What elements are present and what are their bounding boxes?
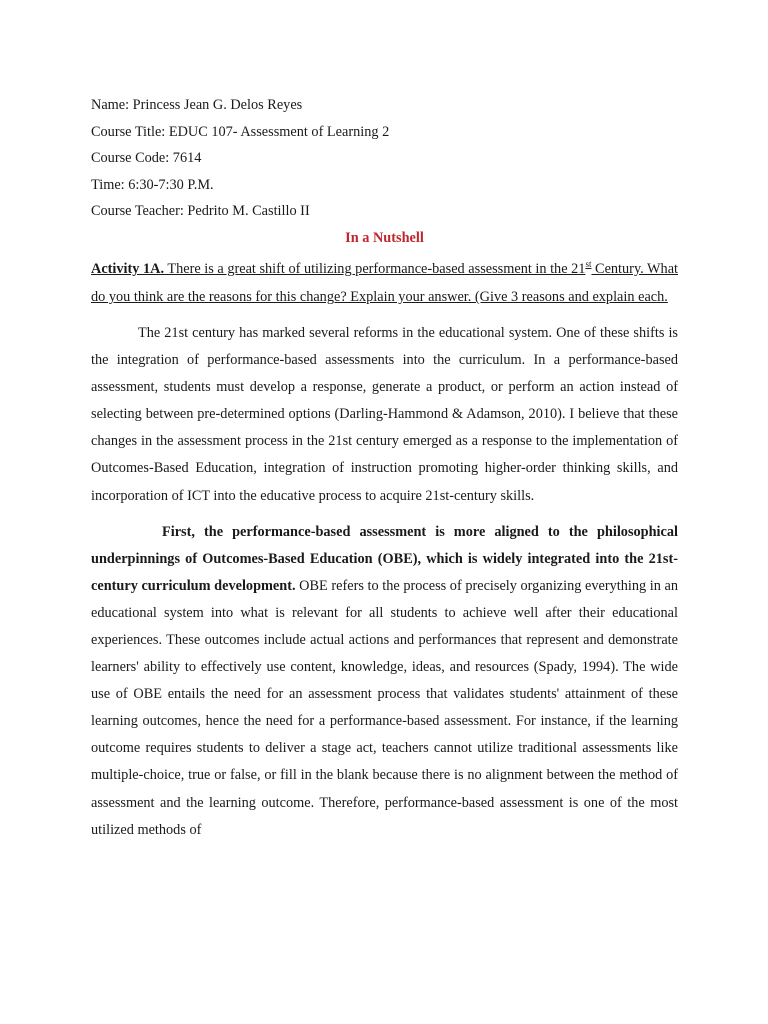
activity-label: Activity 1A. xyxy=(91,260,165,277)
activity-superscript: st xyxy=(585,259,592,270)
paragraph-intro: The 21st century has marked several reforms in the educational system. One of these shifts is the integration of performance-based assessments into the curriculum. In a performance-based assessment, students must develop a response, generate a product, or perform an action instead of selecting between pre-determined options (Darling-Hammond & Adamson, 2010). I believe that these changes in the assessment process in the 21st century emerged as a response to the implementation of Outcomes-Based Education, integration of instruction promoting higher-order thinking skills, and incorporation of ICT into the educative process to acquire 21st-century skills. xyxy=(91,324,678,504)
document-title: In a Nutshell xyxy=(345,229,424,246)
paragraph-first-reason-body: OBE refers to the process of precisely organizing everything in an educational system into what is relevant for all students to achieve well after their educational experiences. These outcomes include actual actions and performances that represent and demonstrate learners' ability to effectively use content, knowledge, ideas, and resources (Spady, 1994). The wide use of OBE entails the need for an assessment process that validates students' attainment of these learning outcomes, hence the need for a performance-based assessment. For instance, if the learning outcome requires students to deliver a stage act, teachers cannot utilize traditional assessments like multiple-choice, true or false, or fill in the blank because there is no alignment between the method of assessment and the learning outcome. Therefore, performance-based assessment is one of the most utilized methods of xyxy=(91,577,678,838)
course-teacher: Course Teacher: Pedrito M. Castillo II xyxy=(91,203,310,220)
paragraph-first-reason xyxy=(91,519,678,844)
class-time: Time: 6:30-7:30 P.M. xyxy=(91,176,214,193)
activity-prompt xyxy=(91,255,678,312)
course-title: Course Title: EDUC 107- Assessment of Learning 2 xyxy=(91,123,390,140)
paragraph-first-reason-lead: First, the performance-based assessment is more aligned to the philosophical underpinnings of Outcomes-Based Education (OBE), which is widely integrated into the 21st-century curriculum development. xyxy=(91,523,678,594)
student-name: Name: Princess Jean G. Delos Reyes xyxy=(91,97,303,113)
course-code: Course Code: 7614 xyxy=(91,150,202,167)
activity-text-part1: There is a great shift of utilizing performance-based assessment in the 21 xyxy=(164,260,586,277)
activity-text-part2: Century. What do you think are the reasons for this change? Explain your answer. (Give 3 reasons and explain each. xyxy=(91,260,679,306)
